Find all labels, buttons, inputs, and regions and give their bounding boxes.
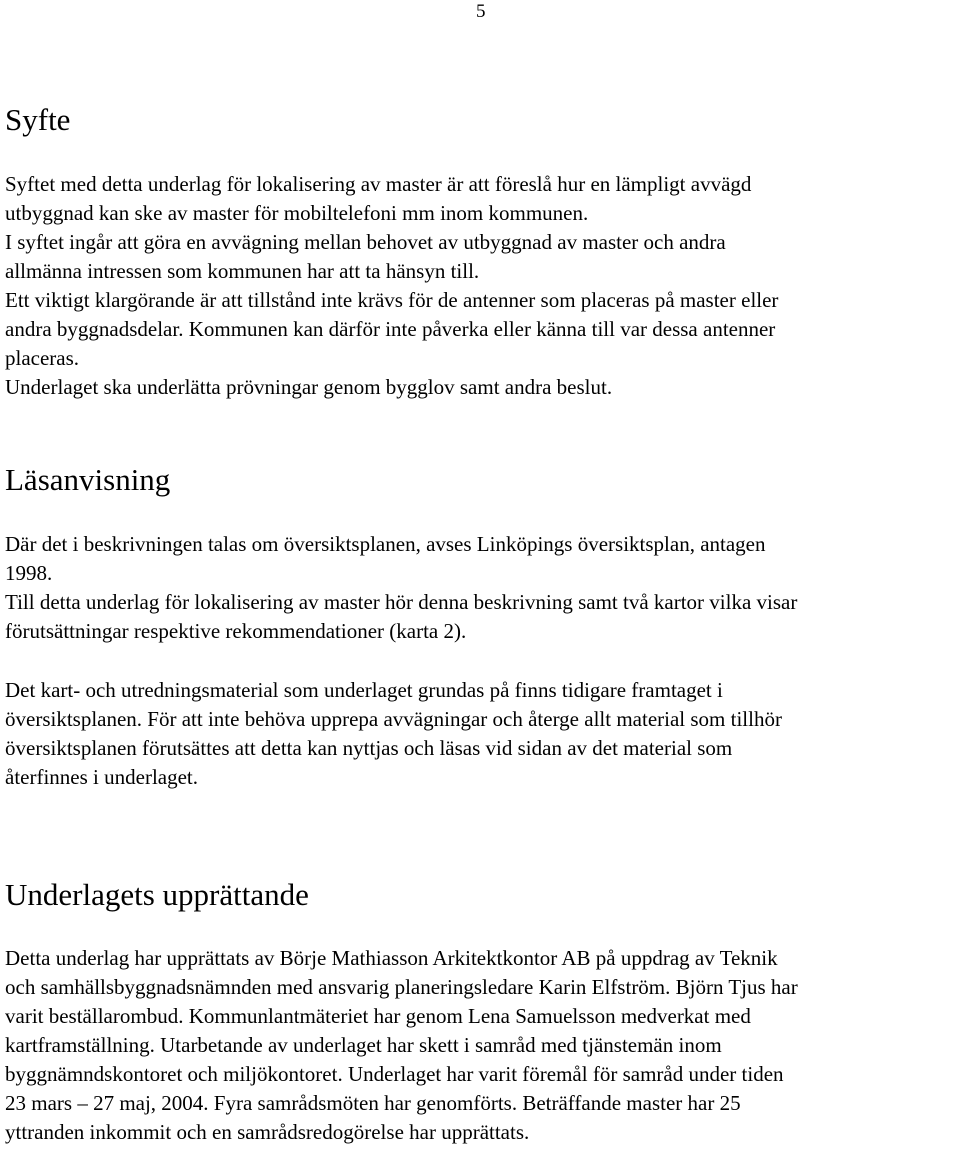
text-line: och samhällsbyggnadsnämnden med ansvarig planeringsledare Karin Elfström. Björn Tjus har xyxy=(5,975,798,999)
section-heading-syfte: Syfte xyxy=(5,102,71,137)
text-line: kartframställning. Utarbetande av underlaget har skett i samråd med tjänstemän inom xyxy=(5,1033,722,1057)
text-line: varit beställarombud. Kommunlantmäteriet har genom Lena Samuelsson medverkat med xyxy=(5,1004,751,1028)
text-line: yttranden inkommit och en samrådsredogörelse har upprättats. xyxy=(5,1120,530,1144)
text-line: 23 mars – 27 maj, 2004. Fyra samrådsmöten har genomförts. Beträffande master har 25 xyxy=(5,1091,741,1115)
text-line: Underlaget ska underlätta prövningar genom bygglov samt andra beslut. xyxy=(5,375,613,399)
section-heading-underlagets-upprattande: Underlagets upprättande xyxy=(5,877,309,912)
text-line: översiktsplanen förutsättes att detta kan nyttjas och läsas vid sidan av det material som xyxy=(5,736,733,760)
upprattande-paragraph xyxy=(5,944,955,1147)
text-line: förutsättningar respektive rekommendationer (karta 2). xyxy=(5,619,467,643)
text-line: byggnämndskontoret och miljökontoret. Underlaget har varit föremål för samråd under tiden xyxy=(5,1062,784,1086)
text-line: Ett viktigt klargörande är att tillstånd inte krävs för de antenner som placeras på master eller xyxy=(5,288,779,312)
text-line: Detta underlag har upprättats av Börje Mathiasson Arkitektkontor AB på uppdrag av Teknik xyxy=(5,946,778,970)
section-heading-lasanvisning: Läsanvisning xyxy=(5,462,171,497)
text-line: utbyggnad kan ske av master för mobiltelefoni mm inom kommunen. xyxy=(5,201,589,225)
text-line: Det kart- och utredningsmaterial som underlaget grundas på finns tidigare framtaget i xyxy=(5,678,723,702)
text-line: allmänna intressen som kommunen har att ta hänsyn till. xyxy=(5,259,480,283)
text-line: Till detta underlag för lokalisering av master hör denna beskrivning samt två kartor vilka visar xyxy=(5,590,798,614)
syfte-paragraph xyxy=(5,170,955,402)
text-line: återfinnes i underlaget. xyxy=(5,765,198,789)
text-line: andra byggnadsdelar. Kommunen kan därför inte påverka eller känna till var dessa antenner xyxy=(5,317,776,341)
page-number: 5 xyxy=(476,1,486,22)
text-line: Syftet med detta underlag för lokalisering av master är att föreslå hur en lämpligt avvägd xyxy=(5,172,752,196)
text-line: översiktsplanen. För att inte behöva upprepa avvägningar och återge allt material som tillhör xyxy=(5,707,782,731)
lasanvisning-paragraph-2 xyxy=(5,676,955,792)
lasanvisning-paragraph-1 xyxy=(5,530,955,646)
text-line: 1998. xyxy=(5,561,53,585)
text-line: I syftet ingår att göra en avvägning mellan behovet av utbyggnad av master och andra xyxy=(5,230,726,254)
text-line: Där det i beskrivningen talas om översiktsplanen, avses Linköpings översiktsplan, antagen xyxy=(5,532,766,556)
text-line: placeras. xyxy=(5,346,80,370)
